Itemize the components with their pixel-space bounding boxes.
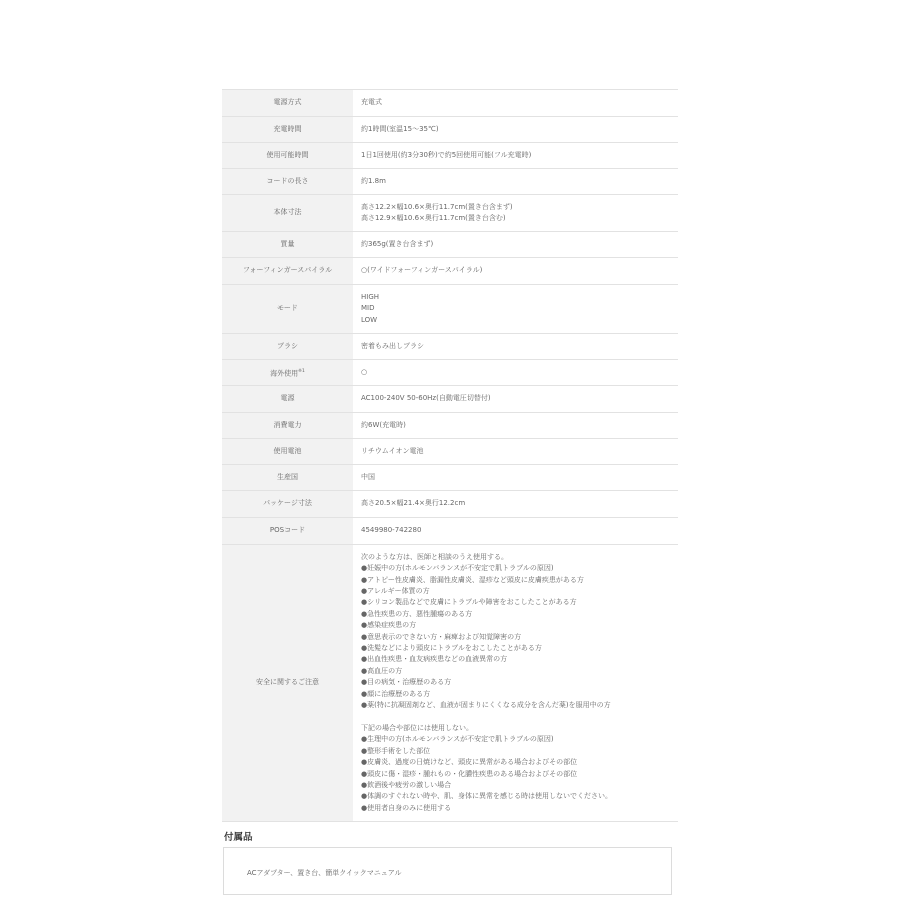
spec-label xyxy=(222,439,353,465)
spec-label-text: 電源 xyxy=(280,394,295,403)
spec-value xyxy=(353,518,678,545)
spec-value xyxy=(353,491,678,518)
spec-label xyxy=(222,491,353,518)
spec-row xyxy=(222,545,678,822)
spec-value xyxy=(353,285,678,334)
spec-row xyxy=(222,360,678,386)
footnote-marker: ※1 xyxy=(298,368,305,374)
spec-table xyxy=(222,89,678,822)
spec-label xyxy=(222,258,353,285)
spec-value-line: 4549980-742280 xyxy=(361,526,422,535)
spec-label-text: 安全に関するご注意 xyxy=(256,678,319,687)
spec-label xyxy=(222,169,353,195)
spec-label-text: 生産国 xyxy=(277,472,298,481)
spec-value-line: 下記の場合や部位には使用しない。 xyxy=(361,723,473,732)
spec-label xyxy=(222,518,353,545)
spec-value xyxy=(353,195,678,232)
spec-value-line: ●アトピー性皮膚炎、脂漏性皮膚炎、湿疹など頭皮に皮膚疾患がある方 xyxy=(361,575,584,584)
spec-value xyxy=(353,465,678,491)
spec-value-line: ●頭皮に傷・湿疹・腫れもの・化膿性疾患のある場合およびその部位 xyxy=(361,769,578,778)
spec-row xyxy=(222,195,678,232)
spec-value-line: 約1.8m xyxy=(361,176,386,185)
spec-value-line: ●顔に治療歴のある方 xyxy=(361,689,431,698)
spec-label xyxy=(222,413,353,439)
spec-row xyxy=(222,518,678,545)
spec-row xyxy=(222,258,678,285)
spec-value-line: リチウムイオン電池 xyxy=(361,446,424,455)
spec-label-text: ブラシ xyxy=(277,341,298,350)
spec-label xyxy=(222,386,353,413)
spec-value-line: LOW xyxy=(361,315,378,324)
spec-value xyxy=(353,90,678,117)
spec-label-text: 使用可能時間 xyxy=(266,150,309,159)
spec-row xyxy=(222,90,678,117)
spec-row xyxy=(222,386,678,413)
spec-row xyxy=(222,285,678,334)
spec-value-line: 高さ20.5×幅21.4×奥行12.2cm xyxy=(361,499,466,508)
spec-value-line: ●整形手術をした部位 xyxy=(361,746,431,755)
spec-label xyxy=(222,285,353,334)
spec-label-text: パッケージ寸法 xyxy=(263,499,312,508)
spec-row xyxy=(222,491,678,518)
spec-value-line: ●体調のすぐれない時や、肌、身体に異常を感じる時は使用しないでください。 xyxy=(361,792,612,801)
spec-value-line: AC100-240V 50-60Hz(自動電圧切替付) xyxy=(361,394,491,403)
spec-value-line: ●使用者自身のみに使用する xyxy=(361,803,452,812)
accessories-heading: 付属品 xyxy=(224,832,253,843)
spec-label-text: 使用電池 xyxy=(273,446,302,455)
spec-value xyxy=(353,334,678,360)
spec-value-line: 次のような方は、医師と相談のうえ使用する。 xyxy=(361,552,508,561)
spec-value-line: 高さ12.2×幅10.6×奥行11.7cm(置き台含まず) xyxy=(361,202,513,211)
spec-label xyxy=(222,334,353,360)
spec-value-line: 中国 xyxy=(361,472,375,481)
spec-label-text: 充電時間 xyxy=(273,124,302,133)
spec-value xyxy=(353,143,678,169)
spec-value-line: ●妊娠中の方(ホルモンバランスが不安定で肌トラブルの原因) xyxy=(361,564,554,573)
spec-value xyxy=(353,117,678,143)
spec-value-line: 約6W(充電時) xyxy=(361,420,406,429)
spec-label-text: 電源方式 xyxy=(273,98,302,107)
spec-row xyxy=(222,413,678,439)
spec-row xyxy=(222,465,678,491)
spec-value-line: ○(ワイドフォーフィンガースパイラル) xyxy=(361,266,483,275)
spec-value-line: ●意思表示のできない方・麻痺および知覚障害の方 xyxy=(361,632,522,641)
spec-row xyxy=(222,334,678,360)
spec-label-text: POSコード xyxy=(269,526,306,535)
spec-value xyxy=(353,413,678,439)
spec-label-text: 消費電力 xyxy=(273,420,302,429)
spec-value-line: ●急性疾患の方、悪性腫瘍のある方 xyxy=(361,609,473,618)
spec-value xyxy=(353,360,678,386)
spec-value-line: 密着もみ出しブラシ xyxy=(361,341,424,350)
spec-value-line: ●シリコン製品などで皮膚にトラブルや障害をおこしたことがある方 xyxy=(361,598,577,607)
accessories-text: ACアダプター、置き台、簡単クイックマニュアル xyxy=(247,869,402,877)
spec-label xyxy=(222,545,353,822)
spec-label-text: 海外使用 xyxy=(270,368,299,377)
spec-value-line: ●薬(特に抗凝固剤など、血液が固まりにくくなる成分を含んだ薬)を服用中の方 xyxy=(361,701,611,710)
spec-label-text: モード xyxy=(277,304,298,313)
spec-label xyxy=(222,90,353,117)
spec-value-line: 約365g(置き台含まず) xyxy=(361,239,434,248)
spec-value-line: ●目の病気・治療歴のある方 xyxy=(361,678,452,687)
spec-value-line: 高さ12.9×幅10.6×奥行11.7cm(置き台含む) xyxy=(361,214,506,222)
spec-label xyxy=(222,360,353,386)
spec-value xyxy=(353,439,678,465)
spec-value xyxy=(353,545,678,822)
spec-value-line: ●高血圧の方 xyxy=(361,666,403,675)
spec-value xyxy=(353,232,678,258)
spec-row xyxy=(222,169,678,195)
spec-value xyxy=(353,169,678,195)
spec-label xyxy=(222,117,353,143)
spec-label-text: 本体寸法 xyxy=(273,208,302,217)
spec-value-line: ●出血性疾患・血友病疾患などの血液異常の方 xyxy=(361,655,508,664)
spec-value-line: 約1時間(室温15～35℃) xyxy=(361,124,439,133)
spec-value-line: ●生理中の方(ホルモンバランスが不安定で肌トラブルの原因) xyxy=(361,735,554,744)
spec-row xyxy=(222,143,678,169)
spec-row xyxy=(222,117,678,143)
spec-value-line: ○ xyxy=(361,367,368,376)
spec-label-text: フォーフィンガースパイラル xyxy=(242,266,333,275)
spec-label-text: コードの長さ xyxy=(266,176,309,185)
spec-label xyxy=(222,465,353,491)
spec-value-line: ●感染症疾患の方 xyxy=(361,621,417,630)
spec-table-body xyxy=(222,90,678,822)
spec-value-line: ●アレルギー体質の方 xyxy=(361,587,430,596)
spec-value-line: MID xyxy=(361,304,375,313)
accessories-box xyxy=(223,847,672,895)
spec-label xyxy=(222,195,353,232)
spec-value xyxy=(353,386,678,413)
spec-row xyxy=(222,439,678,465)
spec-value-line: 充電式 xyxy=(361,98,382,107)
spec-value-line: ●皮膚炎、過度の日焼けなど、頭皮に異常がある場合およびその部位 xyxy=(361,758,578,767)
spec-value-line: ●飲酒後や疲労の激しい場合 xyxy=(361,780,452,789)
spec-value-line xyxy=(361,712,678,723)
spec-label xyxy=(222,143,353,169)
spec-value xyxy=(353,258,678,285)
spec-value-line: HIGH xyxy=(361,292,380,301)
spec-label-text: 質量 xyxy=(280,239,295,248)
spec-value-line: ●洗髪などにより頭皮にトラブルをおこしたことがある方 xyxy=(361,644,542,653)
spec-label xyxy=(222,232,353,258)
spec-row xyxy=(222,232,678,258)
spec-value-line: 1日1回使用(約3分30秒)で約5回使用可能(フル充電時) xyxy=(361,150,532,159)
